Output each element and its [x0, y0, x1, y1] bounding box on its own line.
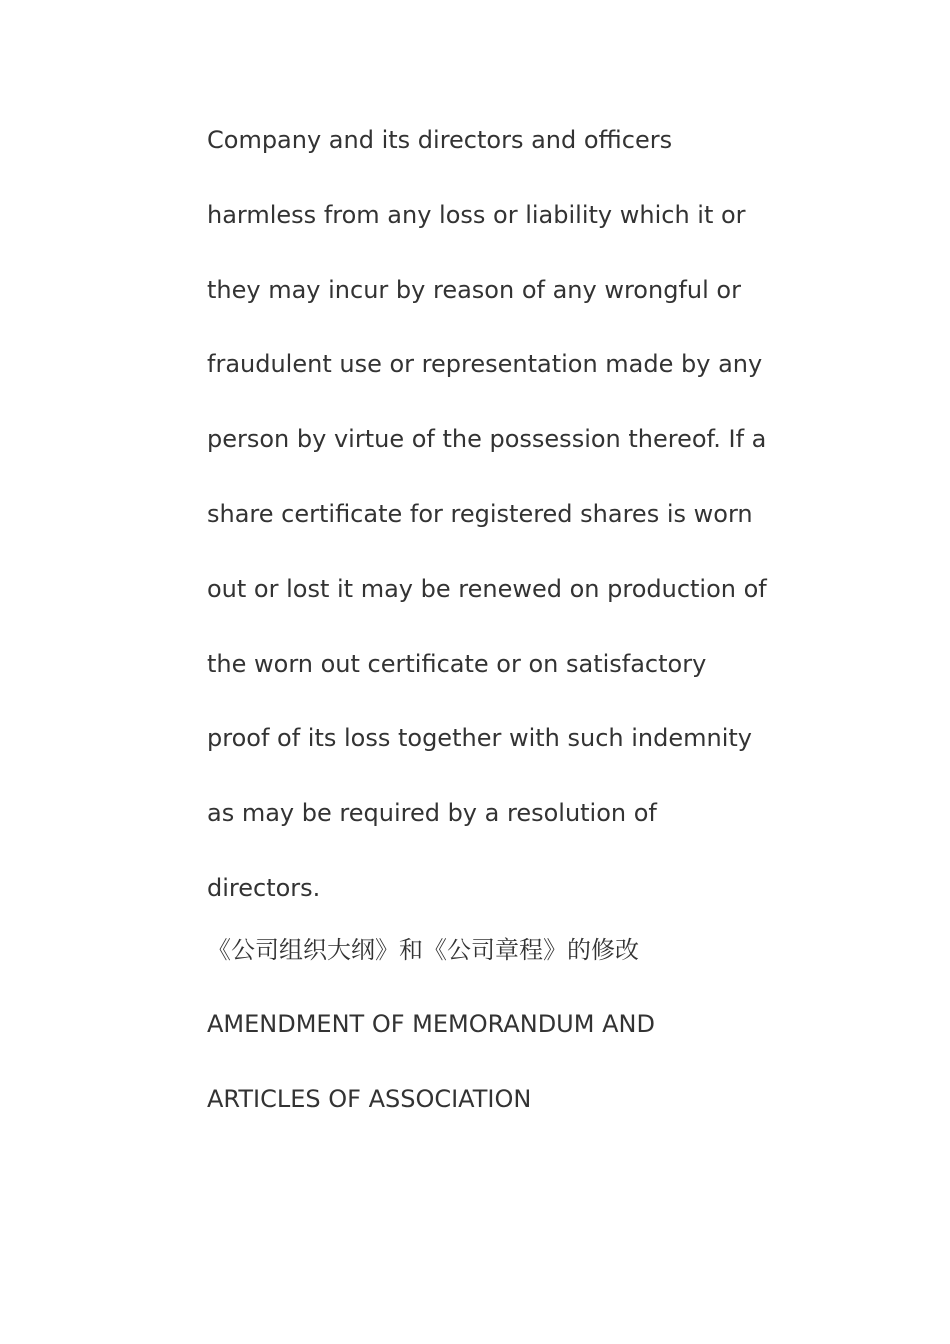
- paragraph-line: Company and its directors and officers: [207, 126, 673, 154]
- paragraph-line: out or lost it may be renewed on production of: [207, 574, 767, 603]
- section-heading-chinese: 《公司组织大纲》和《公司章程》的修改: [207, 935, 639, 964]
- section-heading-english-line: ARTICLES OF ASSOCIATION: [207, 1084, 532, 1113]
- paragraph-line: harmless from any loss or liability which it or: [207, 200, 746, 229]
- paragraph-line: person by virtue of the possession thereof. If a: [207, 425, 767, 454]
- paragraph-line: fraudulent use or representation made by any: [207, 350, 763, 379]
- indemnity-paragraph: [207, 128, 827, 900]
- paragraph-line: share certificate for registered shares is worn: [207, 499, 753, 528]
- document-body: [207, 128, 827, 1111]
- paragraph-line: they may incur by reason of any wrongful or: [207, 275, 741, 304]
- paragraph-line: directors.: [207, 873, 321, 902]
- section-heading-english-line: AMENDMENT OF MEMORANDUM AND: [207, 1009, 655, 1038]
- paragraph-line: proof of its loss together with such indemnity: [207, 724, 753, 753]
- paragraph-line: the worn out certificate or on satisfactory: [207, 649, 707, 678]
- paragraph-line: as may be required by a resolution of: [207, 799, 657, 828]
